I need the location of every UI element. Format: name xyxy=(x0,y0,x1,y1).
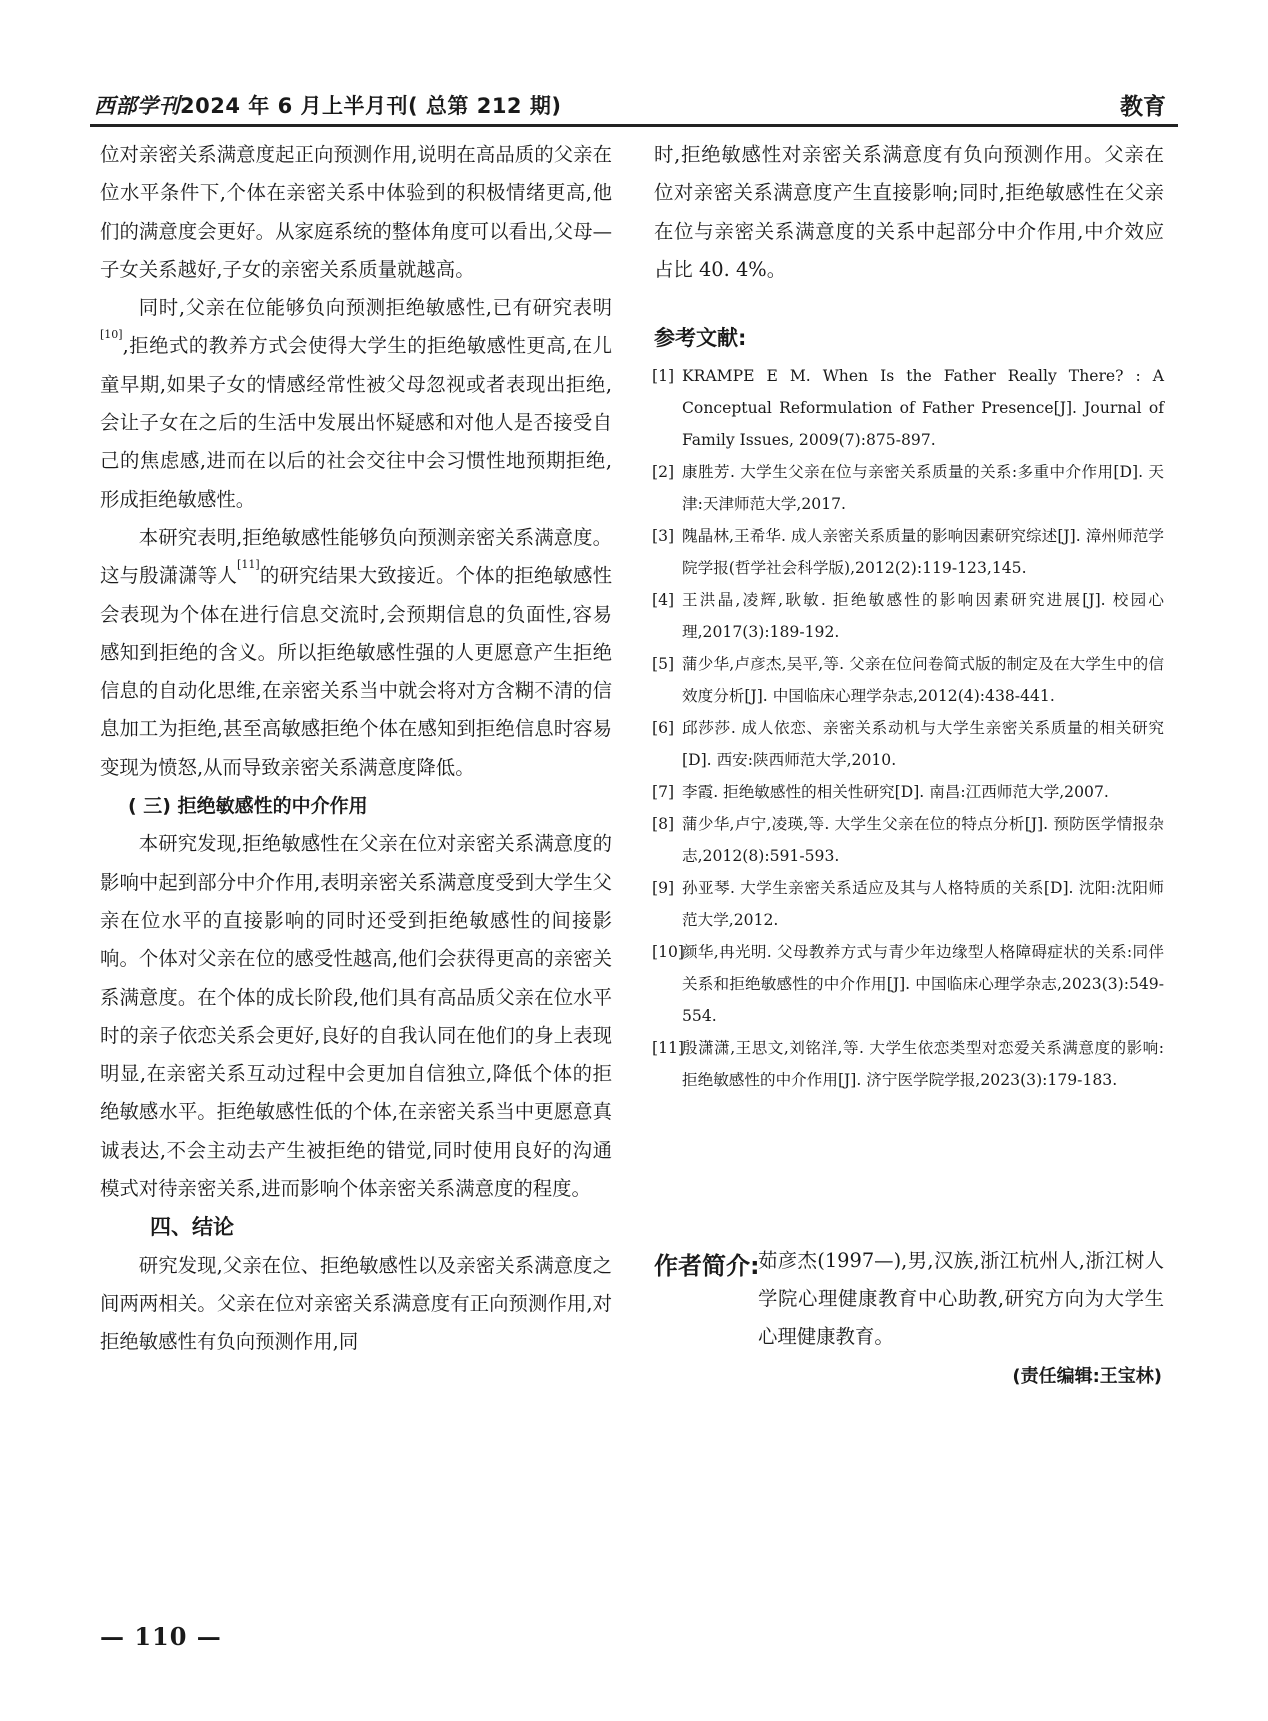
paragraph-text: 本研究表明,拒绝敏感性能够负向预测亲密关系满意度。这与殷潇潇等人 xyxy=(100,525,612,588)
right-column xyxy=(654,136,1164,289)
reference-number: [4] xyxy=(652,591,675,609)
references-title: 参考文献: xyxy=(654,326,747,350)
author-bio xyxy=(654,1242,1164,1356)
responsible-editor: (责任编辑:王宝林) xyxy=(1012,1366,1162,1387)
reference-number: [10] xyxy=(652,943,685,961)
running-header xyxy=(90,84,1178,124)
reference-item xyxy=(654,872,1164,936)
citation-marker: [11] xyxy=(237,558,260,572)
reference-item xyxy=(654,520,1164,584)
paragraph: 位对亲密关系满意度起正向预测作用,说明在高品质的父亲在位水平条件下,个体在亲密关系中体验到的积极情绪更高,他们的满意度会更好。从家庭系统的整体角度可以看出,父母—子女关系越好,子女的亲密关系质量就越高。 xyxy=(100,143,612,281)
reference-item xyxy=(654,360,1164,456)
reference-text: 殷潇潇,王思文,刘铭洋,等. 大学生依恋类型对恋爱关系满意度的影响:拒绝敏感性的中介作用[J]. 济宁医学院学报,2023(3):179-183. xyxy=(682,1039,1164,1089)
reference-list xyxy=(654,360,1164,1096)
reference-number: [9] xyxy=(652,879,675,897)
reference-number: [3] xyxy=(652,527,675,545)
section-label: 教育 xyxy=(1120,94,1166,120)
reference-item xyxy=(654,584,1164,648)
reference-number: [8] xyxy=(652,815,675,833)
reference-item xyxy=(654,776,1164,808)
paragraph: 时,拒绝敏感性对亲密关系满意度有负向预测作用。父亲在位对亲密关系满意度产生直接影响;同时,拒绝敏感性在父亲在位与亲密关系满意度的关系中起部分中介作用,中介效应占比 40. 4%。 xyxy=(654,143,1164,281)
reference-text: 颜华,冉光明. 父母教养方式与青少年边缘型人格障碍症状的关系:同伴关系和拒绝敏感性的中介作用[J]. 中国临床心理学杂志,2023(3):549-554. xyxy=(682,943,1164,1025)
reference-number: [2] xyxy=(652,463,675,481)
reference-number: [7] xyxy=(652,783,675,801)
reference-item xyxy=(654,936,1164,1032)
reference-number: [5] xyxy=(652,655,675,673)
paragraph: 研究发现,父亲在位、拒绝敏感性以及亲密关系满意度之间两两相关。父亲在位对亲密关系满意度有正向预测作用,对拒绝敏感性有负向预测作用,同 xyxy=(100,1253,612,1354)
paragraph xyxy=(100,289,612,519)
author-bio-label: 作者简介: xyxy=(654,1252,760,1280)
paragraph-text: 的研究结果大致接近。个体的拒绝敏感性会表现为个体在进行信息交流时,会预期信息的负面性,容易感知到拒绝的含义。所以拒绝敏感性强的人更愿意产生拒绝信息的自动化思维,在亲密关系当中就会将对方含糊不清的信息加工为拒绝,甚至高敏感拒绝个体在感知到拒绝信息时容易变现为愤怒,从而导致亲密关系满意度降低。 xyxy=(100,564,613,779)
reference-text: 孙亚琴. 大学生亲密关系适应及其与人格特质的关系[D]. 沈阳:沈阳师范大学,2012. xyxy=(682,879,1164,929)
reference-text: 蒲少华,卢宁,凌瑛,等. 大学生父亲在位的特点分析[J]. 预防医学情报杂志,2012(8):591-593. xyxy=(682,815,1164,865)
reference-text: 邱莎莎. 成人依恋、亲密关系动机与大学生亲密关系质量的相关研究[D]. 西安:陕西师范大学,2010. xyxy=(682,719,1164,769)
paragraph xyxy=(100,519,612,787)
reference-item xyxy=(654,456,1164,520)
paragraph-text: ,拒绝式的教养方式会使得大学生的拒绝敏感性更高,在儿童早期,如果子女的情感经常性被父母忽视或者表现出拒绝,会让子女在之后的生活中发展出怀疑感和对他人是否接受自己的焦虑感,进而在以后的社会交往中会习惯性地预期拒绝,形成拒绝敏感性。 xyxy=(100,334,612,511)
reference-number: [11] xyxy=(652,1039,685,1057)
issue-info: 2024 年 6 月上半月刊( 总第 212 期) xyxy=(180,94,562,118)
reference-item xyxy=(654,712,1164,776)
reference-text: 李霞. 拒绝敏感性的相关性研究[D]. 南昌:江西师范大学,2007. xyxy=(682,783,1109,801)
reference-number: [1] xyxy=(652,367,675,385)
reference-item xyxy=(654,808,1164,872)
citation-marker: [10] xyxy=(100,328,123,342)
paragraph: 本研究发现,拒绝敏感性在父亲在位对亲密关系满意度的影响中起到部分中介作用,表明亲密关系满意度受到大学生父亲在位水平的直接影响的同时还受到拒绝敏感性的间接影响。个体对父亲在位的感受性越高,他们会获得更高的亲密关系满意度。在个体的成长阶段,他们具有高品质父亲在位水平时的亲子依恋关系会更好,良好的自我认同在他们的身上表现明显,在亲密关系互动过程中会更加自信独立,降低个体的拒绝敏感水平。拒绝敏感性低的个体,在亲密关系当中更愿意真诚表达,不会主动去产生被拒绝的错觉,同时使用良好的沟通模式对待亲密关系,进而影响个体亲密关系满意度的程度。 xyxy=(100,832,612,1201)
paragraph-text: 同时,父亲在位能够负向预测拒绝敏感性,已有研究表明 xyxy=(138,296,612,320)
section-heading: 四、结论 xyxy=(150,1215,234,1240)
header-rule xyxy=(90,124,1178,127)
journal-logo: 西部学刊 xyxy=(94,93,180,118)
reference-item xyxy=(654,648,1164,712)
section-heading: ( 三) 拒绝敏感性的中介作用 xyxy=(128,795,368,818)
reference-text: 康胜芳. 大学生父亲在位与亲密关系质量的关系:多重中介作用[D]. 天津:天津师范大学,2017. xyxy=(682,463,1164,513)
author-bio-text: 茹彦杰(1997—),男,汉族,浙江杭州人,浙江树人学院心理健康教育中心助教,研究方向为大学生心理健康教育。 xyxy=(758,1249,1164,1348)
reference-item xyxy=(654,1032,1164,1096)
reference-text: 蒲少华,卢彦杰,吴平,等. 父亲在位问卷简式版的制定及在大学生中的信效度分析[J]. 中国临床心理学杂志,2012(4):438-441. xyxy=(682,655,1164,705)
reference-number: [6] xyxy=(652,719,675,737)
journal-issue-line xyxy=(94,90,561,120)
left-column xyxy=(100,136,612,1362)
reference-text: 王洪晶,凌辉,耿敏. 拒绝敏感性的影响因素研究进展[J]. 校园心理,2017(3):189-192. xyxy=(682,591,1164,641)
page-number: — 110 — xyxy=(100,1622,222,1651)
reference-text: 隗晶林,王希华. 成人亲密关系质量的影响因素研究综述[J]. 漳州师范学院学报(哲学社会科学版),2012(2):119-123,145. xyxy=(682,527,1164,577)
reference-text: KRAMPE E M. When Is the Father Really There? : A Conceptual Reformulation of Father Presence[J]. Journal of Family Issues, 2009(7):875-897. xyxy=(682,367,1164,449)
